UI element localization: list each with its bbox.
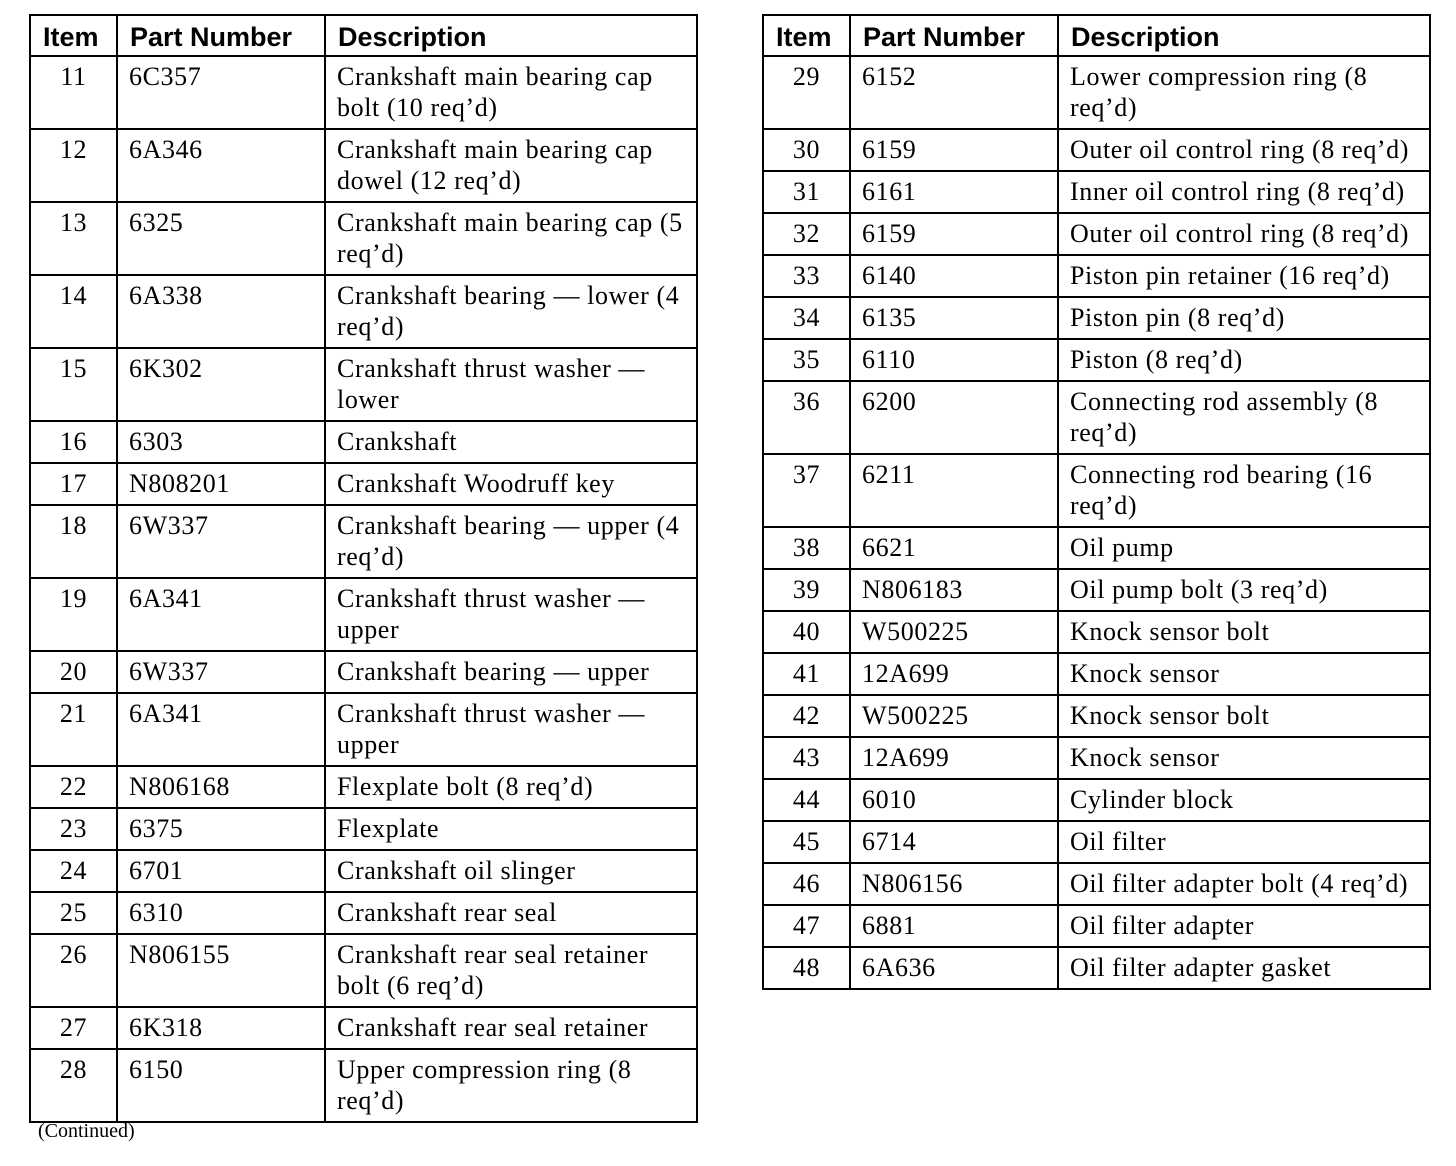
part-number-cell: 6714 bbox=[850, 821, 1058, 863]
description-cell: Outer oil control ring (8 req’d) bbox=[1058, 213, 1430, 255]
table-row bbox=[763, 129, 1430, 171]
part-number-cell: 6150 bbox=[117, 1049, 325, 1122]
table-row bbox=[30, 463, 697, 505]
header-row bbox=[30, 15, 697, 56]
continued-note: (Continued) bbox=[38, 1120, 135, 1142]
description-cell: Crankshaft thrust washer — upper bbox=[325, 693, 697, 766]
description-cell: Crankshaft rear seal bbox=[325, 892, 697, 934]
part-number-cell: W500225 bbox=[850, 695, 1058, 737]
description-cell: Crankshaft thrust washer — lower bbox=[325, 348, 697, 421]
table-row bbox=[763, 56, 1430, 129]
description-cell: Cylinder block bbox=[1058, 779, 1430, 821]
item-cell: 34 bbox=[763, 297, 850, 339]
part-number-cell: 6W337 bbox=[117, 651, 325, 693]
table-row bbox=[30, 1049, 697, 1122]
item-cell: 11 bbox=[30, 56, 117, 129]
table-row bbox=[763, 905, 1430, 947]
item-cell: 17 bbox=[30, 463, 117, 505]
table-row bbox=[763, 454, 1430, 527]
description-cell: Crankshaft bearing — upper (4 req’d) bbox=[325, 505, 697, 578]
item-cell: 37 bbox=[763, 454, 850, 527]
item-cell: 36 bbox=[763, 381, 850, 454]
part-number-cell: 12A699 bbox=[850, 653, 1058, 695]
part-number-cell: 6A341 bbox=[117, 693, 325, 766]
header-description: Description bbox=[1058, 15, 1430, 56]
table-row bbox=[30, 808, 697, 850]
parts-table-right bbox=[762, 14, 1431, 990]
description-cell: Flexplate bolt (8 req’d) bbox=[325, 766, 697, 808]
part-number-cell: 6A636 bbox=[850, 947, 1058, 989]
table-row bbox=[30, 1007, 697, 1049]
description-cell: Knock sensor bolt bbox=[1058, 695, 1430, 737]
table-row bbox=[763, 171, 1430, 213]
item-cell: 20 bbox=[30, 651, 117, 693]
part-number-cell: 12A699 bbox=[850, 737, 1058, 779]
table-row bbox=[763, 947, 1430, 989]
item-cell: 18 bbox=[30, 505, 117, 578]
part-number-cell: N806183 bbox=[850, 569, 1058, 611]
item-cell: 27 bbox=[30, 1007, 117, 1049]
table-row bbox=[30, 850, 697, 892]
part-number-cell: 6A346 bbox=[117, 129, 325, 202]
part-number-cell: 6303 bbox=[117, 421, 325, 463]
header-description: Description bbox=[325, 15, 697, 56]
item-cell: 47 bbox=[763, 905, 850, 947]
table-row bbox=[30, 421, 697, 463]
parts-table-left bbox=[29, 14, 698, 1123]
item-cell: 28 bbox=[30, 1049, 117, 1122]
item-cell: 41 bbox=[763, 653, 850, 695]
part-number-cell: 6375 bbox=[117, 808, 325, 850]
table-row bbox=[30, 56, 697, 129]
description-cell: Connecting rod assembly (8 req’d) bbox=[1058, 381, 1430, 454]
parts-table-right-body bbox=[763, 56, 1430, 989]
part-number-cell: N806168 bbox=[117, 766, 325, 808]
part-number-cell: 6152 bbox=[850, 56, 1058, 129]
part-number-cell: 6310 bbox=[117, 892, 325, 934]
table-row bbox=[30, 934, 697, 1007]
part-number-cell: 6325 bbox=[117, 202, 325, 275]
part-number-cell: 6K302 bbox=[117, 348, 325, 421]
part-number-cell: 6010 bbox=[850, 779, 1058, 821]
item-cell: 39 bbox=[763, 569, 850, 611]
part-number-cell: 6135 bbox=[850, 297, 1058, 339]
part-number-cell: N806155 bbox=[117, 934, 325, 1007]
table-row bbox=[30, 505, 697, 578]
item-cell: 24 bbox=[30, 850, 117, 892]
item-cell: 40 bbox=[763, 611, 850, 653]
item-cell: 29 bbox=[763, 56, 850, 129]
table-row bbox=[763, 569, 1430, 611]
item-cell: 45 bbox=[763, 821, 850, 863]
item-cell: 26 bbox=[30, 934, 117, 1007]
header-item: Item bbox=[30, 15, 117, 56]
table-row bbox=[763, 779, 1430, 821]
header-item: Item bbox=[763, 15, 850, 56]
description-cell: Crankshaft main bearing cap dowel (12 req’d) bbox=[325, 129, 697, 202]
item-cell: 19 bbox=[30, 578, 117, 651]
table-row bbox=[30, 129, 697, 202]
header-part-number: Part Number bbox=[850, 15, 1058, 56]
part-number-cell: 6A341 bbox=[117, 578, 325, 651]
table-row bbox=[763, 695, 1430, 737]
item-cell: 42 bbox=[763, 695, 850, 737]
table-row bbox=[763, 297, 1430, 339]
item-cell: 13 bbox=[30, 202, 117, 275]
table-row bbox=[30, 651, 697, 693]
part-number-cell: 6140 bbox=[850, 255, 1058, 297]
table-row bbox=[763, 737, 1430, 779]
table-row bbox=[763, 611, 1430, 653]
item-cell: 48 bbox=[763, 947, 850, 989]
header-row bbox=[763, 15, 1430, 56]
table-row bbox=[30, 348, 697, 421]
item-cell: 35 bbox=[763, 339, 850, 381]
part-number-cell: 6159 bbox=[850, 213, 1058, 255]
part-number-cell: 6161 bbox=[850, 171, 1058, 213]
part-number-cell: W500225 bbox=[850, 611, 1058, 653]
description-cell: Piston pin (8 req’d) bbox=[1058, 297, 1430, 339]
part-number-cell: 6621 bbox=[850, 527, 1058, 569]
description-cell: Oil filter adapter bolt (4 req’d) bbox=[1058, 863, 1430, 905]
part-number-cell: 6110 bbox=[850, 339, 1058, 381]
part-number-cell: 6200 bbox=[850, 381, 1058, 454]
table-row bbox=[30, 766, 697, 808]
table-row bbox=[30, 275, 697, 348]
description-cell: Crankshaft bearing — upper bbox=[325, 651, 697, 693]
description-cell: Inner oil control ring (8 req’d) bbox=[1058, 171, 1430, 213]
item-cell: 15 bbox=[30, 348, 117, 421]
description-cell: Oil filter adapter bbox=[1058, 905, 1430, 947]
description-cell: Crankshaft bbox=[325, 421, 697, 463]
table-row bbox=[763, 653, 1430, 695]
item-cell: 32 bbox=[763, 213, 850, 255]
item-cell: 38 bbox=[763, 527, 850, 569]
description-cell: Outer oil control ring (8 req’d) bbox=[1058, 129, 1430, 171]
description-cell: Oil filter bbox=[1058, 821, 1430, 863]
item-cell: 43 bbox=[763, 737, 850, 779]
table-row bbox=[763, 821, 1430, 863]
table-row bbox=[763, 381, 1430, 454]
description-cell: Upper compression ring (8 req’d) bbox=[325, 1049, 697, 1122]
table-row bbox=[763, 527, 1430, 569]
table-row bbox=[30, 578, 697, 651]
parts-table-left-body bbox=[30, 56, 697, 1122]
header-part-number: Part Number bbox=[117, 15, 325, 56]
description-cell: Oil pump bolt (3 req’d) bbox=[1058, 569, 1430, 611]
description-cell: Crankshaft rear seal retainer bbox=[325, 1007, 697, 1049]
item-cell: 12 bbox=[30, 129, 117, 202]
part-number-cell: 6159 bbox=[850, 129, 1058, 171]
table-row bbox=[763, 255, 1430, 297]
item-cell: 23 bbox=[30, 808, 117, 850]
table-row bbox=[30, 693, 697, 766]
part-number-cell: 6701 bbox=[117, 850, 325, 892]
description-cell: Crankshaft thrust washer — upper bbox=[325, 578, 697, 651]
description-cell: Piston (8 req’d) bbox=[1058, 339, 1430, 381]
item-cell: 30 bbox=[763, 129, 850, 171]
description-cell: Knock sensor bolt bbox=[1058, 611, 1430, 653]
item-cell: 21 bbox=[30, 693, 117, 766]
item-cell: 25 bbox=[30, 892, 117, 934]
description-cell: Piston pin retainer (16 req’d) bbox=[1058, 255, 1430, 297]
item-cell: 16 bbox=[30, 421, 117, 463]
item-cell: 31 bbox=[763, 171, 850, 213]
part-number-cell: N806156 bbox=[850, 863, 1058, 905]
part-number-cell: 6W337 bbox=[117, 505, 325, 578]
description-cell: Knock sensor bbox=[1058, 653, 1430, 695]
part-number-cell: 6K318 bbox=[117, 1007, 325, 1049]
description-cell: Knock sensor bbox=[1058, 737, 1430, 779]
part-number-cell: N808201 bbox=[117, 463, 325, 505]
description-cell: Crankshaft main bearing cap (5 req’d) bbox=[325, 202, 697, 275]
table-row bbox=[30, 202, 697, 275]
description-cell: Oil filter adapter gasket bbox=[1058, 947, 1430, 989]
table-row bbox=[763, 339, 1430, 381]
description-cell: Connecting rod bearing (16 req’d) bbox=[1058, 454, 1430, 527]
item-cell: 46 bbox=[763, 863, 850, 905]
item-cell: 44 bbox=[763, 779, 850, 821]
part-number-cell: 6A338 bbox=[117, 275, 325, 348]
description-cell: Crankshaft bearing — lower (4 req’d) bbox=[325, 275, 697, 348]
part-number-cell: 6211 bbox=[850, 454, 1058, 527]
part-number-cell: 6881 bbox=[850, 905, 1058, 947]
item-cell: 14 bbox=[30, 275, 117, 348]
description-cell: Lower compression ring (8 req’d) bbox=[1058, 56, 1430, 129]
description-cell: Crankshaft Woodruff key bbox=[325, 463, 697, 505]
table-row bbox=[763, 863, 1430, 905]
table-row bbox=[30, 892, 697, 934]
part-number-cell: 6C357 bbox=[117, 56, 325, 129]
description-cell: Crankshaft main bearing cap bolt (10 req’d) bbox=[325, 56, 697, 129]
item-cell: 33 bbox=[763, 255, 850, 297]
description-cell: Crankshaft oil slinger bbox=[325, 850, 697, 892]
description-cell: Oil pump bbox=[1058, 527, 1430, 569]
description-cell: Flexplate bbox=[325, 808, 697, 850]
description-cell: Crankshaft rear seal retainer bolt (6 req’d) bbox=[325, 934, 697, 1007]
table-row bbox=[763, 213, 1430, 255]
item-cell: 22 bbox=[30, 766, 117, 808]
